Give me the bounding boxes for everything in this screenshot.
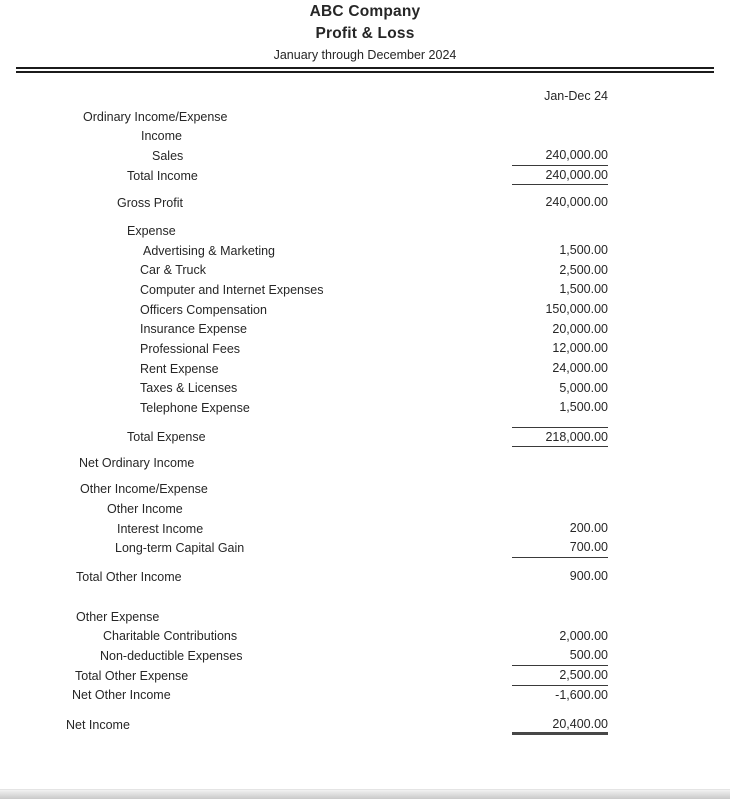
row-value [512, 607, 608, 627]
row-value: 1,500.00 [559, 400, 608, 415]
row-value [512, 107, 608, 127]
row-value: 2,500.00 [559, 262, 608, 277]
row-label: Total Income [127, 168, 198, 183]
report-period: January through December 2024 [273, 48, 457, 62]
row-value [512, 126, 608, 146]
row-value: 2,000.00 [559, 628, 608, 643]
row-label: Expense [127, 223, 176, 238]
report-row [0, 499, 730, 519]
report-row [0, 379, 730, 399]
row-label: Rent Expense [140, 361, 219, 376]
row-label: Net Other Income [72, 688, 171, 703]
row-label: Other Income [107, 501, 183, 516]
row-label: Interest Income [117, 521, 204, 536]
report-row [0, 453, 730, 473]
report-row [0, 627, 730, 647]
report-row [0, 479, 730, 499]
report-row [0, 538, 730, 558]
row-label: Computer and Internet Expenses [140, 283, 324, 298]
row-value: 1,500.00 [559, 282, 608, 297]
row-label: Car & Truck [140, 263, 206, 278]
row-label: Sales [152, 148, 184, 163]
row-label: Total Expense [127, 429, 206, 444]
row-label: Taxes & Licenses [140, 381, 238, 396]
report-row [0, 359, 730, 379]
report-row [0, 241, 730, 261]
row-label: Net Ordinary Income [79, 455, 195, 470]
report-row [0, 107, 730, 127]
report-row [0, 221, 730, 241]
row-value [512, 499, 608, 519]
row-label: Ordinary Income/Expense [83, 109, 228, 124]
row-label: Telephone Expense [140, 401, 250, 416]
row-value: 700.00 [512, 538, 608, 558]
row-label: Advertising & Marketing [143, 243, 276, 258]
report-row [0, 193, 730, 213]
report-row [0, 427, 730, 447]
row-value: 240,000.00 [545, 195, 608, 210]
row-value [512, 479, 608, 499]
report-row [0, 261, 730, 281]
row-label: Professional Fees [140, 342, 241, 357]
report-row [0, 146, 730, 166]
row-value: 240,000.00 [512, 146, 608, 166]
row-label: Long-term Capital Gain [115, 541, 245, 556]
row-label: Non-deductible Expenses [100, 649, 243, 664]
row-label: Income [141, 129, 182, 144]
report-row [0, 567, 730, 587]
column-header-period: Jan-Dec 24 [544, 89, 608, 103]
row-label: Total Other Expense [75, 668, 189, 683]
row-value: 12,000.00 [552, 341, 608, 356]
report-row [0, 280, 730, 300]
row-value: 1,500.00 [559, 242, 608, 257]
header-divider-rule [16, 67, 714, 73]
report-row [0, 666, 730, 686]
row-label: Charitable Contributions [103, 629, 238, 644]
report-header [0, 0, 730, 65]
row-value: 20,000.00 [552, 321, 608, 336]
row-value: 24,000.00 [552, 360, 608, 375]
report-row [0, 126, 730, 146]
row-value [512, 221, 608, 241]
row-value: 200.00 [569, 520, 608, 535]
report-title: Profit & Loss [315, 25, 415, 42]
report-row [0, 398, 730, 418]
row-label: Total Other Income [76, 569, 182, 584]
report-row [0, 300, 730, 320]
report-row [0, 607, 730, 627]
row-value: 500.00 [512, 646, 608, 666]
row-label: Officers Compensation [140, 302, 267, 317]
row-value: 20,400.00 [512, 715, 608, 735]
report-row [0, 715, 730, 735]
company-name: ABC Company [309, 3, 421, 20]
row-value: 150,000.00 [545, 301, 608, 316]
row-value: -1,600.00 [555, 687, 608, 702]
row-label: Net Income [66, 718, 130, 733]
window-bottom-edge [0, 789, 730, 799]
report-row [0, 166, 730, 186]
report-row [0, 686, 730, 706]
row-value: 900.00 [569, 569, 608, 584]
report-row [0, 646, 730, 666]
row-value: 218,000.00 [512, 427, 608, 447]
row-value: 2,500.00 [512, 666, 608, 686]
row-value [512, 453, 608, 473]
report-row [0, 339, 730, 359]
report-row [0, 320, 730, 340]
row-label: Other Income/Expense [80, 482, 208, 497]
row-value: 5,000.00 [559, 380, 608, 395]
row-value: 240,000.00 [512, 166, 608, 186]
column-header-row [0, 87, 730, 107]
report-body [0, 107, 730, 735]
row-label: Other Expense [76, 609, 160, 624]
row-label: Insurance Expense [140, 322, 248, 337]
row-label: Gross Profit [117, 196, 183, 211]
report-row [0, 519, 730, 539]
